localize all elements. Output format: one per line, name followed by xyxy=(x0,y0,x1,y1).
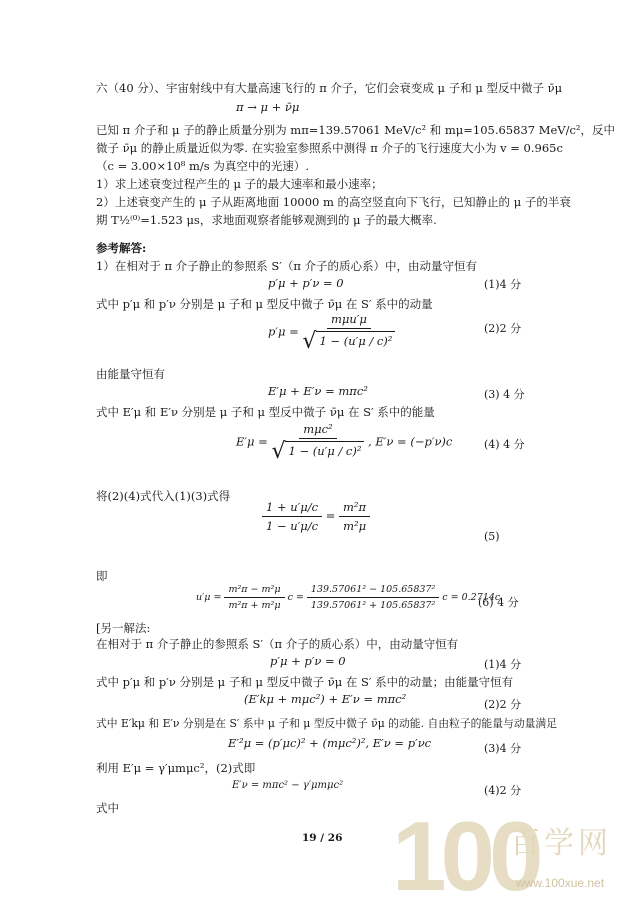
eq-4-lhs: E′μ = xyxy=(236,434,268,449)
eq-6-frac-1-top: m²π − m²μ xyxy=(224,584,284,598)
eq-6-lhs: u′μ = xyxy=(196,592,222,603)
light-speed-note: （c = 3.00×10⁸ m/s 为真空中的光速）. xyxy=(96,159,310,173)
eq-6-frac-1 xyxy=(224,584,284,611)
eq-2-numerator: mμu′μ xyxy=(327,312,371,329)
watermark-brand: 百学网 xyxy=(510,826,612,861)
eq-6-result: c = 0.2714c xyxy=(442,592,501,603)
eq-4-rhs: , E′ν = (−p′ν)c xyxy=(368,434,453,449)
page-number: 19 / 26 xyxy=(302,832,343,844)
answer-line-3: 由能量守恒有 xyxy=(96,367,165,381)
decay-reaction: π → μ + ν̄μ xyxy=(236,100,300,114)
alt-eq-2-tag: (2)2 分 xyxy=(484,698,522,711)
answer-line-5: 将(2)(4)式代入(1)(3)式得 xyxy=(96,489,231,503)
alt-eq-1: p′μ + p′ν = 0 xyxy=(270,654,346,668)
eq-3-tag: (3) 4 分 xyxy=(484,388,525,401)
alt-line-1: 在相对于 π 介子静止的参照系 S′（π 介子的质心系）中，由动量守恒有 xyxy=(96,637,459,651)
eq-6-frac-1-bottom: m²π + m²μ xyxy=(228,600,281,611)
eq-6-frac-2-bottom: 139.57061² + 105.65837² xyxy=(310,600,436,611)
answer-line-2: 式中 p′μ 和 p′ν 分别是 μ 子和 μ 型反中微子 ν̄μ 在 S′ 系中的动量 xyxy=(96,297,433,311)
alt-eq-3: E′²μ = (p′μc)² + (mμc²)², E′ν = p′νc xyxy=(228,736,432,750)
answer-line-6: 即 xyxy=(96,569,108,583)
alt-eq-1-tag: (1)4 分 xyxy=(484,658,522,671)
eq-4 xyxy=(236,422,452,463)
eq-2-lhs: p′μ = xyxy=(268,324,299,339)
eq-5-rhs xyxy=(339,500,370,533)
masses-line: 已知 π 介子和 μ 子的静止质量分别为 mπ=139.57061 MeV/c² 和 mμ=105.65837 MeV/c²，反中 xyxy=(96,123,616,137)
answer-heading: 参考解答: xyxy=(96,241,147,255)
eq-4-numerator: mμc² xyxy=(299,422,336,439)
eq-2-frac: mμu′μ √ 1 − (u′μ / c)² xyxy=(302,312,395,353)
eq-5-rhs-top: m²π xyxy=(339,500,370,517)
alt-line-3: 式中 E′kμ 和 E′ν 分别是在 S′ 系中 μ 子和 μ 型反中微子 ν̄μ 的动能. 自由粒子的能量与动量满足 xyxy=(96,717,557,730)
alt-line-4: 利用 E′μ = γ′μmμc²，(2)式即 xyxy=(96,761,256,775)
eq-2 xyxy=(268,312,395,353)
watermark-number: 100 xyxy=(392,801,538,911)
answer-line-4: 式中 E′μ 和 E′ν 分别是 μ 子和 μ 型反中微子 ν̄μ 在 S′ 系中的能量 xyxy=(96,405,435,419)
eq-3: E′μ + E′ν = mπc² xyxy=(268,384,368,398)
eq-6-frac-2 xyxy=(307,584,439,611)
question-1: 1）求上述衰变过程产生的 μ 子的最大速率和最小速率； xyxy=(96,177,383,191)
eq-2-tag: (2)2 分 xyxy=(484,322,522,335)
eq-4-denominator: 1 − (u′μ / c)² xyxy=(285,441,364,463)
answer-line-1: 1）在相对于 π 介子静止的参照系 S′（π 介子的质心系）中，由动量守恒有 xyxy=(96,259,478,273)
alt-eq-3-tag: (3)4 分 xyxy=(484,742,522,755)
eq-1: p′μ + p′ν = 0 xyxy=(268,276,344,290)
question-2-cont: 期 T½⁽⁰⁾=1.523 μs，求地面观察者能够观测到的 μ 子的最大概率. xyxy=(96,213,437,227)
eq-5-lhs xyxy=(262,500,322,533)
eq-5: $\frac{1 + u'\mu/c}{1 - u'\mu/c}$ = $\frac{\text{m²π}}{\text{m²μ}}$ xyxy=(262,500,370,533)
alt-heading: [另一解法: xyxy=(96,621,151,635)
eq-6-tag: (6) 4 分 xyxy=(478,596,519,609)
problem-intro: 六（40 分）、宇宙射线中有大量高速飞行的 π 介子，它们会衰变成 μ 子和 μ 型反中微子 ν̄μ xyxy=(96,81,563,95)
eq-6-frac-2-top: 139.57061² − 105.65837² xyxy=(307,584,439,598)
eq-5-tag: (5) xyxy=(484,530,500,543)
alt-eq-4: E′ν = mπc² − γ′μmμc² xyxy=(232,780,344,791)
alt-eq-2: (E′kμ + mμc²) + E′ν = mπc² xyxy=(244,692,407,706)
eq-4-tag: (4) 4 分 xyxy=(484,438,525,451)
alt-line-5: 式中 xyxy=(96,801,119,815)
eq-5-lhs-top: 1 + u′μ/c xyxy=(262,500,322,517)
eq-1-tag: (1)4 分 xyxy=(484,278,522,291)
eq-6: u′μ = $\frac{\text{m²π − m²μ}}{\text{m²π + m²μ}}$ c = $\frac{\text{139.57061² − 105.65837²}}{\text{139.57061² + 105.65837²}}$ c = 0.2714c xyxy=(196,584,501,611)
watermark-url: www.100xue.net xyxy=(516,876,605,890)
alt-eq-4-tag: (4)2 分 xyxy=(484,784,522,797)
alt-line-2: 式中 p′μ 和 p′ν 分别是 μ 子和 μ 型反中微子 ν̄μ 在 S′ 系中的动量；由能量守恒有 xyxy=(96,675,514,689)
masses-line-2: 微子 ν̄μ 的静止质量近似为零. 在实验室参照系中测得 π 介子的飞行速度大小为 v = 0.965c xyxy=(96,141,563,155)
eq-2-denominator: 1 − (u′μ / c)² xyxy=(316,331,395,353)
eq-4-frac: mμc² √ 1 − (u′μ / c)² xyxy=(271,422,364,463)
eq-5-lhs-bottom: 1 − u′μ/c xyxy=(266,519,319,533)
question-2: 2）上述衰变产生的 μ 子从距离地面 10000 m 的高空竖直向下飞行，已知静止的 μ 子的半衰 xyxy=(96,195,571,209)
eq-5-rhs-bottom: m²μ xyxy=(343,519,367,533)
